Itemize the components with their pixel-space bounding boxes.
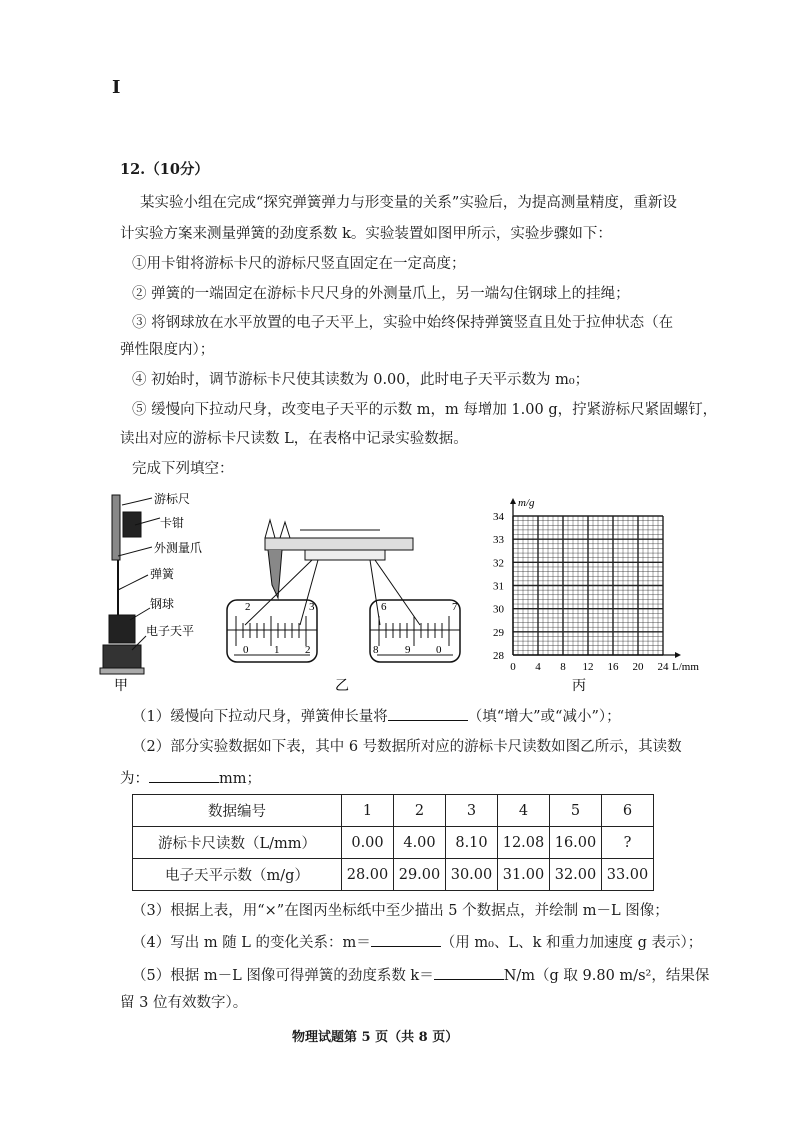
caption-jia: 甲 <box>114 679 128 694</box>
data-table <box>132 794 654 891</box>
table-cell: 2 <box>394 795 446 827</box>
y-tick-label: 34 <box>493 511 504 523</box>
right-main-6: 6 <box>381 601 387 613</box>
question-number: 12. <box>120 161 146 178</box>
label-vernier: 游标尺 <box>154 492 191 506</box>
label-outer-jaw: 外测量爪 <box>154 541 203 555</box>
step-5-cont: 读出对应的游标卡尺读数 L，在表格中记录实验数据。 <box>120 431 468 447</box>
y-axis-arrow <box>510 498 516 504</box>
q3: （3）根据上表，用“×”在图丙坐标纸中至少描出 5 个数据点，并绘制 m－L 图像； <box>132 903 669 919</box>
table-cell: 4.00 <box>394 827 446 859</box>
table-cell: 28.00 <box>342 859 394 891</box>
table-row <box>133 859 654 891</box>
label-balance: 电子天平 <box>146 624 195 638</box>
table-row <box>133 827 654 859</box>
figure-bing-grid <box>510 498 681 658</box>
table-cell: 4 <box>498 795 550 827</box>
q5-text: （5）根据 m－L 图像可得弹簧的劲度系数 k＝ <box>132 968 434 984</box>
table-cell: 1 <box>342 795 394 827</box>
intro-line-2: 计实验方案来测量弹簧的劲度系数 k。实验装置如图甲所示，实验步骤如下： <box>120 226 612 242</box>
table-cell: 30.00 <box>446 859 498 891</box>
table-cell: 电子天平示数（m/g） <box>133 859 342 891</box>
label-steel-ball: 钢球 <box>150 597 175 611</box>
y-tick-label: 29 <box>493 626 504 639</box>
q2-line-2 <box>120 768 261 789</box>
q4-hint: （用 m₀、L、k 和重力加速度 g 表示）； <box>440 935 703 951</box>
table-cell: 数据编号 <box>133 795 342 827</box>
y-tick-label: 33 <box>493 534 504 547</box>
y-tick-label: 30 <box>493 603 504 616</box>
table-cell: 游标卡尺读数（L/mm） <box>133 827 342 859</box>
q2-answer-blank[interactable] <box>149 768 219 783</box>
x-tick-label: 16 <box>607 661 619 673</box>
q1-hint: （填“增大”或“减小”）； <box>467 709 621 725</box>
x-tick-label: 4 <box>535 661 541 673</box>
table-cell: 6 <box>602 795 654 827</box>
table-cell: 12.08 <box>498 827 550 859</box>
q2-unit: mm； <box>219 771 261 787</box>
q1-text: （1）缓慢向下拉动尺身，弹簧伸长量将 <box>132 709 388 725</box>
x-tick-label: 12 <box>582 661 594 673</box>
bing-ylabel: m/g <box>518 497 535 509</box>
right-vernier-9: 9 <box>405 644 411 656</box>
y-tick-label: 28 <box>493 650 504 662</box>
table-cell: 5 <box>550 795 602 827</box>
q2-line-1: （2）部分实验数据如下表，其中 6 号数据所对应的游标卡尺读数如图乙所示，其读数 <box>132 739 682 755</box>
table-cell: ? <box>602 827 654 859</box>
table-header-row <box>133 795 654 827</box>
label-clamp: 卡钳 <box>160 516 185 530</box>
right-main-7: 7 <box>452 601 458 613</box>
table-cell: 8.10 <box>446 827 498 859</box>
left-main-3: 3 <box>309 601 315 613</box>
table-cell: 32.00 <box>550 859 602 891</box>
left-vernier-0: 0 <box>243 644 249 656</box>
corner-mark: I <box>112 77 121 98</box>
q1 <box>132 706 621 727</box>
table-cell: 16.00 <box>550 827 602 859</box>
fill-prompt: 完成下列填空： <box>132 461 234 477</box>
table-cell: 3 <box>446 795 498 827</box>
x-tick-label: 8 <box>560 661 566 673</box>
q4-text: （4）写出 m 随 L 的变化关系：m＝ <box>132 935 371 951</box>
figure-yi-caliper <box>227 520 460 662</box>
left-vernier-2: 2 <box>305 644 311 656</box>
table-cell: 0.00 <box>342 827 394 859</box>
step-3-cont: 弹性限度内）； <box>120 342 215 358</box>
left-vernier-1: 1 <box>274 644 280 656</box>
q4 <box>132 932 702 953</box>
x-tick-label: 20 <box>632 661 644 673</box>
step-2: ② 弹簧的一端固定在游标卡尺尺身的外测量爪上，另一端勾住钢球上的挂绳； <box>132 286 630 302</box>
q5 <box>132 965 709 986</box>
step-4: ④ 初始时，调节游标卡尺使其读数为 0.00，此时电子天平示数为 m₀； <box>132 372 590 388</box>
right-vernier-8: 8 <box>373 644 379 656</box>
step-1: ①用卡钳将游标卡尺的游标尺竖直固定在一定高度； <box>132 256 466 272</box>
q2-text: 为： <box>120 771 149 787</box>
q4-answer-blank[interactable] <box>371 932 441 947</box>
x-tick-label: 24 <box>657 661 669 673</box>
intro-line-1: 某实验小组在完成“探究弹簧弹力与形变量的关系”实验后，为提高测量精度，重新设 <box>140 195 677 211</box>
left-main-2: 2 <box>245 601 251 613</box>
x-axis-arrow <box>675 652 681 658</box>
table-cell: 33.00 <box>602 859 654 891</box>
question-score: （10分） <box>145 161 209 178</box>
label-spring: 弹簧 <box>150 567 175 581</box>
right-vernier-0: 0 <box>436 644 442 656</box>
figure-jia-apparatus <box>100 495 160 674</box>
step-5: ⑤ 缓慢向下拉动尺身，改变电子天平的示数 m，m 每增加 1.00 g，拧紧游标尺紧固螺钉， <box>132 402 718 418</box>
caption-yi: 乙 <box>335 679 349 694</box>
y-tick-label: 32 <box>493 557 504 570</box>
table-cell: 31.00 <box>498 859 550 891</box>
question-header <box>120 160 209 180</box>
bing-xlabel: L/mm <box>672 661 699 673</box>
table-cell: 29.00 <box>394 859 446 891</box>
q5-hint: N/m（g 取 9.80 m/s²，结果保 <box>503 968 710 984</box>
q1-answer-blank[interactable] <box>388 706 468 721</box>
step-3: ③ 将钢球放在水平放置的电子天平上，实验中始终保持弹簧竖直且处于拉伸状态（在 <box>132 315 674 331</box>
y-tick-label: 31 <box>493 580 504 593</box>
x-tick-label: 0 <box>510 661 516 673</box>
figures <box>0 490 800 705</box>
page-footer: 物理试题第 5 页（共 8 页） <box>292 1030 459 1045</box>
caption-bing: 丙 <box>572 679 586 694</box>
q5-answer-blank[interactable] <box>434 965 504 980</box>
q5-cont: 留 3 位有效数字）。 <box>120 995 248 1011</box>
